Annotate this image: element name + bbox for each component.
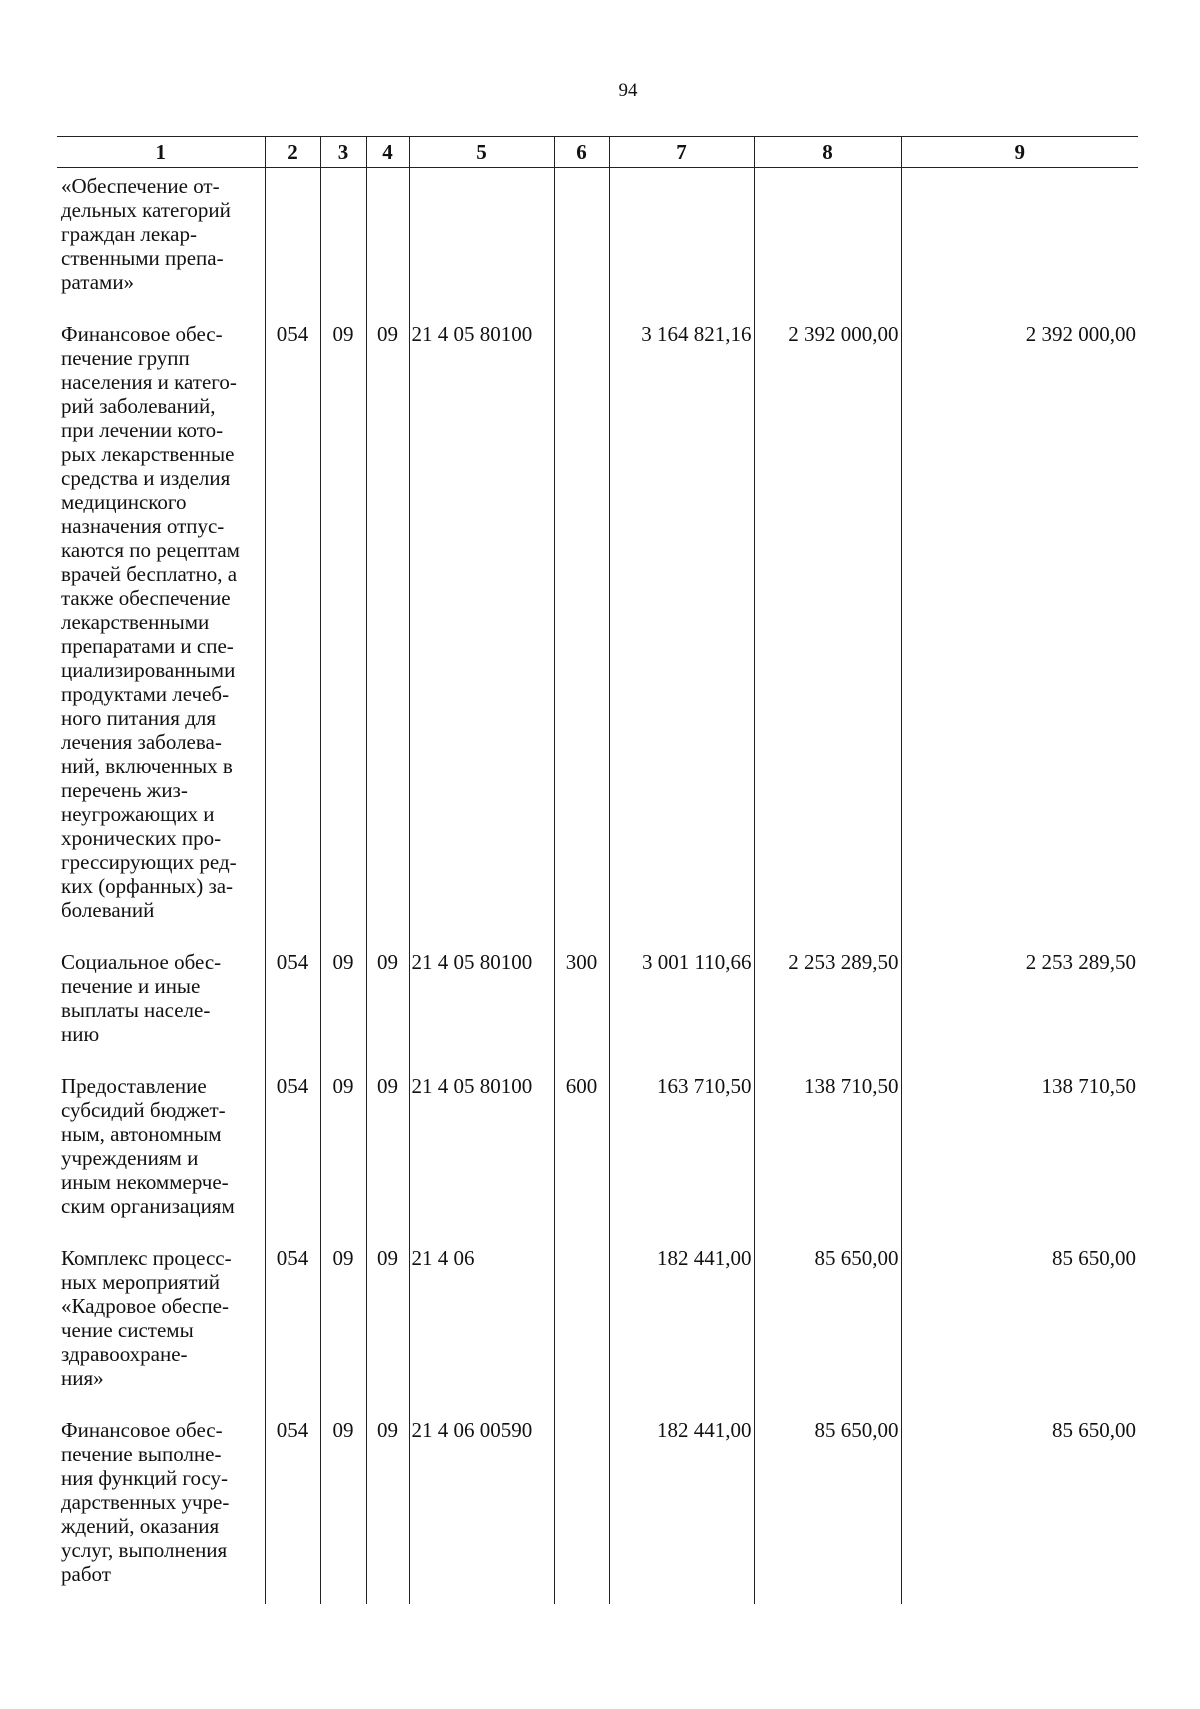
table-row <box>57 1064 1138 1236</box>
row-col-4: 09 <box>366 1064 409 1236</box>
row-col-6: 300 <box>554 940 609 1064</box>
row-col-3: 09 <box>320 312 366 940</box>
row-col-6 <box>554 1408 609 1604</box>
header-col-8: 8 <box>754 137 901 168</box>
row-col-3: 09 <box>320 1236 366 1408</box>
row-col-5: 21 4 06 <box>409 1236 554 1408</box>
row-col-7: 163 710,50 <box>609 1064 754 1236</box>
row-col-8: 85 650,00 <box>754 1408 901 1604</box>
row-col-4: 09 <box>366 1408 409 1604</box>
row-col-2: 054 <box>265 312 320 940</box>
page-number: 94 <box>618 80 638 101</box>
table-row <box>57 168 1138 313</box>
row-col-2: 054 <box>265 1236 320 1408</box>
row-col-3: 09 <box>320 940 366 1064</box>
row-col-7: 182 441,00 <box>609 1236 754 1408</box>
row-col-3: 09 <box>320 1408 366 1604</box>
row-col-8: 85 650,00 <box>754 1236 901 1408</box>
row-col-2: 054 <box>265 1408 320 1604</box>
table-row <box>57 1236 1138 1408</box>
row-col-6 <box>554 312 609 940</box>
row-col-8 <box>754 168 901 313</box>
row-col-7: 182 441,00 <box>609 1408 754 1604</box>
row-col-9: 2 253 289,50 <box>901 940 1138 1064</box>
row-col-3: 09 <box>320 1064 366 1236</box>
header-col-4: 4 <box>366 137 409 168</box>
row-col-7: 3 001 110,66 <box>609 940 754 1064</box>
row-col-4: 09 <box>366 940 409 1064</box>
row-col-6: 600 <box>554 1064 609 1236</box>
row-name: Финансовое обес- печение групп населения и катего- рий заболеваний, при лечении кото- рых лекарственные средства и изделия медицинского назначения отпус- каются по рецептам врачей бесплатно, а также обеспечение лекарственными препаратами и спе- циализированными продуктами лечеб- ного питания для лечения заболева- ний, включенных в перечень жиз- неугрожающих и хронических про- грессирующих ред- ких (орфанных) за- болеваний <box>57 312 265 940</box>
row-col-5 <box>409 168 554 313</box>
row-col-8: 2 253 289,50 <box>754 940 901 1064</box>
row-col-5: 21 4 05 80100 <box>409 1064 554 1236</box>
row-col-2: 054 <box>265 940 320 1064</box>
row-col-5: 21 4 05 80100 <box>409 940 554 1064</box>
row-col-6 <box>554 168 609 313</box>
table-row <box>57 940 1138 1064</box>
row-col-8: 2 392 000,00 <box>754 312 901 940</box>
row-name: Предоставление субсидий бюджет- ным, автономным учреждениям и иным некоммерче- ским организациям <box>57 1064 265 1236</box>
header-col-1: 1 <box>57 137 265 168</box>
header-col-3: 3 <box>320 137 366 168</box>
header-col-6: 6 <box>554 137 609 168</box>
row-name: Комплекс процесс- ных мероприятий «Кадровое обеспе- чение системы здравоохране- ния» <box>57 1236 265 1408</box>
header-col-9: 9 <box>901 137 1138 168</box>
row-col-7 <box>609 168 754 313</box>
row-col-4: 09 <box>366 1236 409 1408</box>
row-name: Финансовое обес- печение выполне- ния функций госу- дарственных учре- ждений, оказания услуг, выполнения работ <box>57 1408 265 1604</box>
row-col-6 <box>554 1236 609 1408</box>
row-col-2: 054 <box>265 1064 320 1236</box>
row-name: «Обеспечение от- дельных категорий граждан лекар- ственными препа- ратами» <box>57 168 265 313</box>
row-col-9: 138 710,50 <box>901 1064 1138 1236</box>
table-row <box>57 1408 1138 1604</box>
row-col-9: 85 650,00 <box>901 1236 1138 1408</box>
row-col-5: 21 4 06 00590 <box>409 1408 554 1604</box>
table-row <box>57 312 1138 940</box>
header-col-5: 5 <box>409 137 554 168</box>
row-col-4 <box>366 168 409 313</box>
row-col-8: 138 710,50 <box>754 1064 901 1236</box>
row-col-9: 2 392 000,00 <box>901 312 1138 940</box>
header-row <box>57 137 1138 168</box>
row-col-3 <box>320 168 366 313</box>
header-col-7: 7 <box>609 137 754 168</box>
row-col-4: 09 <box>366 312 409 940</box>
row-col-9 <box>901 168 1138 313</box>
row-col-5: 21 4 05 80100 <box>409 312 554 940</box>
row-col-2 <box>265 168 320 313</box>
row-col-9: 85 650,00 <box>901 1408 1138 1604</box>
budget-table <box>57 136 1138 1604</box>
row-name: Социальное обес- печение и иные выплаты населе- нию <box>57 940 265 1064</box>
row-col-7: 3 164 821,16 <box>609 312 754 940</box>
header-col-2: 2 <box>265 137 320 168</box>
